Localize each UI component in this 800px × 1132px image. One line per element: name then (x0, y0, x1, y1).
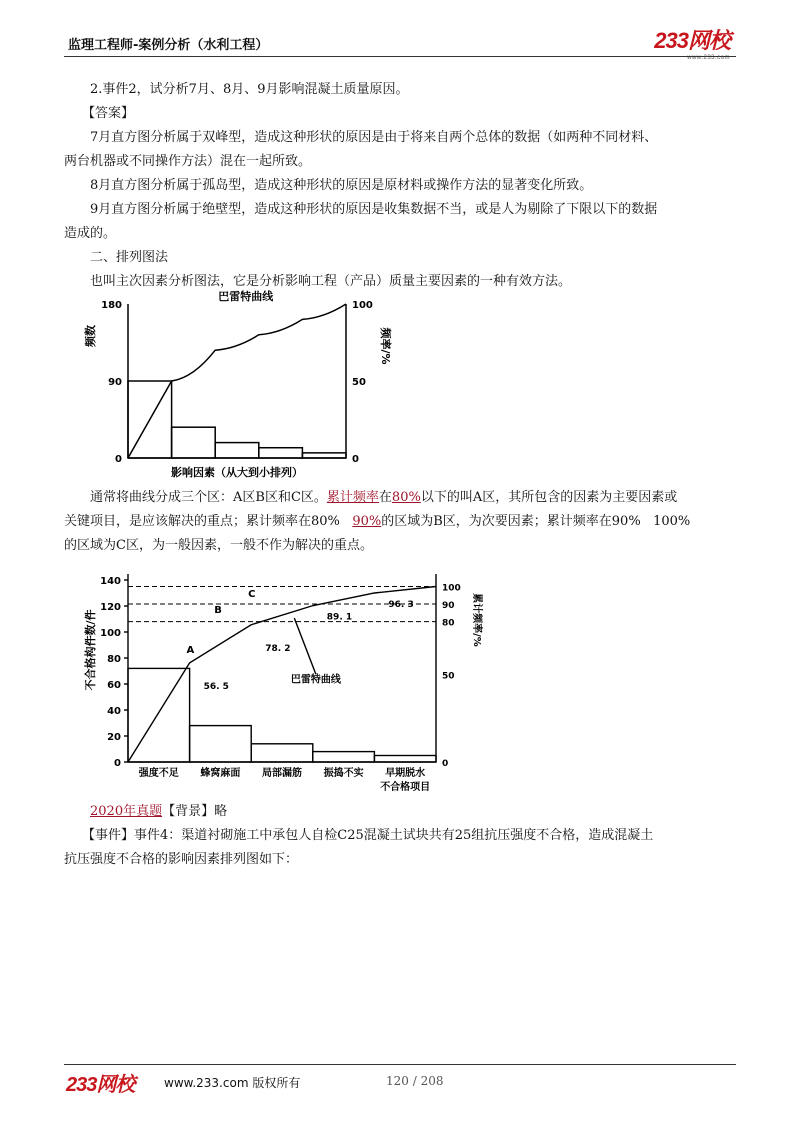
cumulative-label: 56. 5 (203, 681, 229, 692)
page-header (64, 22, 736, 62)
zone-paragraph-line1 (90, 486, 677, 505)
bar (172, 427, 216, 458)
cumulative-label: 78. 2 (265, 643, 291, 654)
x-axis-label: 影响因素（从大到小排列） (171, 466, 303, 479)
bar (374, 756, 436, 763)
zone-a-label: A (186, 645, 195, 657)
answer-september-line1: 9月直方图分析属于绝壁型，造成这种形状的原因是收集数据不当，或是人为剔除了下限以下的数据 (90, 202, 658, 217)
y2-tick-label: 0 (442, 759, 449, 769)
x-category-label: 蜂窝麻面 (200, 768, 241, 779)
background-label: 【背景】略 (162, 804, 228, 819)
y2-axis-label: 累计频率/% (471, 593, 482, 647)
y-axis-label: 频数 (84, 325, 97, 347)
event4-line1: 【事件】事件4：渠道衬砌施工中承包人自检C25混凝土试块共有25组抗压强度不合格，造成混凝土 (82, 828, 654, 843)
cumulative-label: 96. 3 (388, 599, 414, 610)
y2-tick-label: 0 (352, 454, 359, 465)
footer-logo: 233网校 (66, 1074, 135, 1096)
y2-tick-label: 100 (442, 583, 461, 594)
question-2: 2.事件2，试分析7月、8月、9月影响混凝土质量原因。 (90, 82, 409, 97)
zone-paragraph-line2 (64, 510, 690, 529)
link-80-percent[interactable]: 80% (391, 490, 421, 505)
event4-line2: 抗压强度不合格的影响因素排列图如下： (64, 852, 299, 867)
link-cumulative-frequency[interactable]: 累计频率 (326, 490, 379, 505)
pareto-curve (128, 587, 436, 763)
cumulative-label: 89. 1 (326, 612, 353, 623)
answer-august: 8月直方图分析属于孤岛型，造成这种形状的原因是原材料或操作方法的显著变化所致。 (90, 178, 593, 193)
x-category-label: 早期脱水 (385, 768, 426, 779)
answer-september-line2: 造成的。 (64, 226, 117, 241)
document-title: 监理工程师-案例分析（水利工程） (68, 38, 269, 53)
y-tick-label: 120 (100, 602, 121, 613)
curve-pointer (294, 618, 316, 674)
y-tick-label: 0 (115, 454, 122, 465)
x-category-label: 强度不足 (138, 768, 179, 779)
answer-label: 【答案】 (82, 106, 135, 121)
x-category-label: 振捣不实 (323, 768, 364, 779)
zone-paragraph-line3: 的区域为C区，为一般因素，一般不作为解决的重点。 (64, 538, 373, 553)
chart-title: 巴雷特曲线 (218, 290, 274, 303)
link-2020-real-exam[interactable]: 2020年真题 (90, 804, 163, 819)
y2-tick-label: 50 (352, 377, 366, 388)
zone-b-label: B (214, 604, 222, 616)
bar (251, 744, 313, 762)
bar (302, 453, 346, 458)
y-tick-label: 60 (107, 680, 121, 691)
bar (215, 443, 259, 458)
page-footer (64, 1064, 736, 1104)
zone-text-2c: 的区域为B区，为次要因素；累计频率在90% (381, 514, 641, 529)
zone-text-2d: 100% (653, 514, 691, 529)
answer-july-line2: 两台机器或不同操作方法）混在一起所致。 (64, 154, 312, 169)
zone-text-e: 以下的叫A区，其所包含的因素为主要因素或 (420, 490, 678, 505)
y2-tick-label: 100 (352, 300, 373, 311)
y-tick-label: 90 (108, 377, 122, 388)
y-tick-label: 0 (114, 758, 121, 769)
link-90-percent[interactable]: 90% (352, 514, 382, 529)
y-tick-label: 80 (107, 654, 121, 665)
y2-tick-label: 90 (442, 601, 455, 612)
real-exam-line (90, 800, 227, 819)
zone-text-a: 通常将曲线分成三个区：A区B区和C区。 (90, 490, 327, 505)
y-axis-label: 不合格构件数/件 (84, 609, 97, 691)
logo-text: 233网校 (654, 28, 730, 53)
pareto-chart-concrete (82, 560, 502, 800)
answer-july-line1: 7月直方图分析属于双峰型，造成这种形状的原因是由于将来自两个总体的数据（如两种不同材料、 (90, 130, 658, 145)
x-category-label: 局部漏筋 (262, 768, 302, 779)
bar (313, 752, 375, 762)
y-tick-label: 20 (107, 732, 121, 743)
curve-label: 巴雷特曲线 (290, 674, 341, 686)
zone-text-2a: 关键项目，是应该解决的重点；累计频率在80% (64, 514, 340, 529)
header-divider (64, 56, 736, 57)
y2-tick-label: 50 (442, 671, 455, 682)
logo-url: www.233.com (687, 55, 730, 61)
y-tick-label: 140 (100, 576, 121, 587)
y2-axis-label: 频率/% (379, 327, 392, 365)
page-number: 120 / 208 (386, 1074, 444, 1088)
y2-tick-label: 80 (442, 618, 455, 629)
bar (190, 726, 252, 762)
zone-c-label: C (248, 589, 256, 601)
pareto-chart-basic (80, 286, 400, 482)
bar (259, 448, 303, 458)
section-pareto-description: 也叫主次因素分析图法，它是分析影响工程（产品）质量主要因素的一种有效方法。 (90, 274, 572, 289)
y-tick-label: 180 (101, 300, 122, 311)
footer-copyright: www.233.com 版权所有 (164, 1076, 301, 1090)
section-heading-pareto: 二、排列图法 (90, 250, 169, 265)
x-category-label: 不合格项目 (380, 782, 431, 793)
zone-text-c: 在 (378, 490, 392, 505)
footer-divider (64, 1064, 736, 1065)
y-tick-label: 100 (100, 628, 121, 639)
y-tick-label: 40 (107, 706, 121, 717)
